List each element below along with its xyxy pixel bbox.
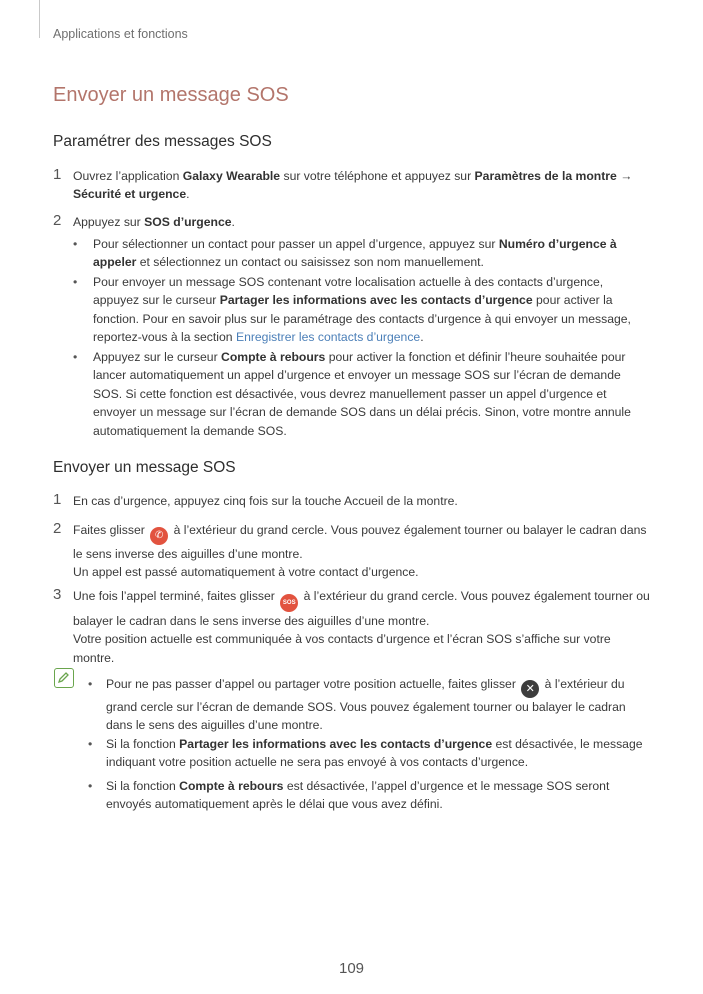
page-number: 109 (338, 960, 365, 977)
step-text: Faites glisser ✆ à l’extérieur du grand cercle. Vous pouvez également tourner ou balayer le cadran dans le sens inverse des aiguilles d’une montre. Un appel est passé automatiquement à votre contact d’urgence. (73, 523, 647, 580)
step-1 (53, 167, 653, 204)
cancel-icon: ✕ (521, 680, 539, 698)
step-text: Une fois l’appel terminé, faites glisser SOS à l’extérieur du grand cercle. Vous pouvez également tourner ou balayer le cadran dans le sens inverse des aiguilles d’une montre. Votre position actuelle est communiquée à vos contacts d’urgence et l’écran SOS s’affiche sur votre montre. (73, 589, 650, 665)
bullet-emergency-number: • Pour sélectionner un contact pour passer un appel d’urgence, appuyez sur Numéro d’urgence à appeler et sélectionnez un contact ou saisissez son nom manuellement. (73, 235, 641, 272)
note-bullet-cancel: • Pour ne pas passer d’appel ou partager votre position actuelle, faites glisser ✕ à l’extérieur du grand cercle sur l’écran de demande SOS. Vous pouvez également tourner ou balayer le cadran dans le sens des aiguilles d’une montre. (88, 675, 643, 735)
step-number: 3 (53, 586, 62, 603)
note-icon (54, 668, 74, 688)
bullet-countdown: • Appuyez sur le curseur Compte à rebours pour activer la fonction et définir l’heure souhaitée pour lancer automatiquement un appel d’urgence et envoyer un message SOS sur l’écran de demande SOS. Si cette fonction est désactivée, vous devrez manuellement passer un appel d’urgence et envoyer un message sur l’écran de demande SOS dans un délai précis. Sinon, votre montre annule automatiquement la demande SOS. (73, 348, 641, 440)
step-text: Ouvrez l’application Galaxy Wearable sur votre téléphone et appuyez sur Paramètres de la montre → Sécurité et urgence. (73, 169, 633, 202)
step-2 (53, 213, 653, 231)
note-bullet-countdown: • Si la fonction Compte à rebours est désactivée, l’appel d’urgence et le message SOS seront envoyés automatiquement après le délai que vous avez défini. (88, 777, 643, 814)
header-divider (39, 0, 40, 38)
step-number: 1 (53, 166, 62, 183)
step-text: En cas d’urgence, appuyez cinq fois sur la touche Accueil de la montre. (73, 494, 458, 508)
step-text: Appuyez sur SOS d’urgence. (73, 215, 235, 229)
step-2-send (53, 521, 653, 582)
step-number: 2 (53, 212, 62, 229)
page-title: Envoyer un message SOS (53, 84, 289, 106)
step-number: 2 (53, 520, 62, 537)
sos-icon: SOS (280, 594, 298, 612)
step-number: 1 (53, 491, 62, 508)
step-3-send (53, 587, 653, 667)
note-bullet-share-info: • Si la fonction Partager les informations avec les contacts d’urgence est désactivée, le message indiquant votre position actuelle ne sera pas envoyé à vos contacts d’urgence. (88, 735, 643, 772)
emergency-contacts-link[interactable]: Enregistrer les contacts d’urgence (235, 330, 421, 345)
phone-icon: ✆ (150, 527, 168, 545)
section-heading-send: Envoyer un message SOS (53, 459, 236, 476)
step-1-send (53, 492, 653, 510)
bullet-share-info: • Pour envoyer un message SOS contenant votre localisation actuelle à des contacts d’urgence, appuyez sur le curseur Partager les informations avec les contacts d’urgence pour activer la fonction. Pour en savoir plus sur le paramétrage des contacts d’urgence à qui envoyer un message, reportez-vous à la section Enregistrer les contacts d’urgence. (73, 273, 641, 347)
running-header: Applications et fonctions (53, 27, 188, 41)
section-heading-settings: Paramétrer des messages SOS (53, 133, 272, 150)
